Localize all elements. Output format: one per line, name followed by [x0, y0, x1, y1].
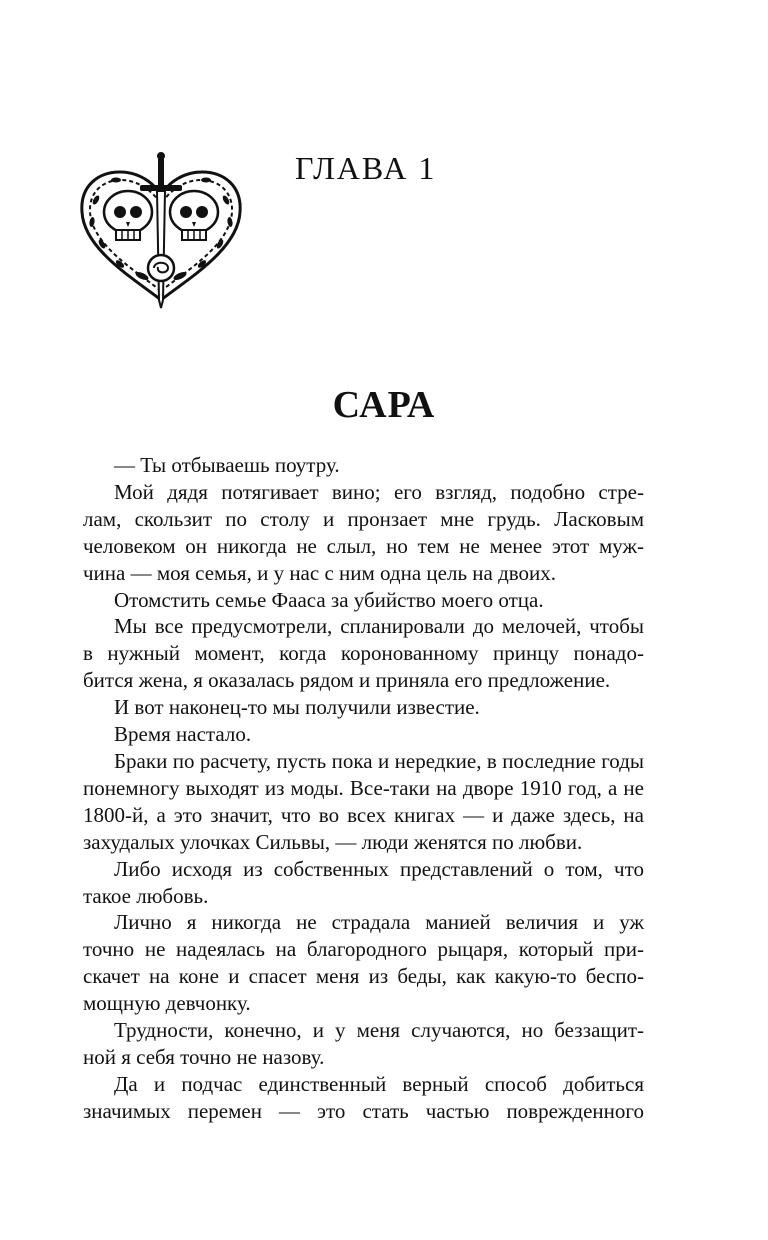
chapter-body-text: [83, 452, 644, 1125]
text-line: понемногу выходят из моды. Все-таки на дворе 1910 год, а не: [83, 775, 644, 800]
heart-skulls-dagger-icon: [76, 150, 246, 310]
text-line: Мой дядя потягивает вино; его взгляд, подобно стре-: [114, 479, 644, 504]
text-line: Лично я никогда не страдала манией величия и уж: [114, 910, 644, 935]
text-line: Отомстить семье Фааса за убийство моего отца.: [114, 587, 544, 612]
character-name-heading: САРА: [332, 384, 436, 426]
text-line: такое любовь.: [83, 883, 209, 908]
text-line: Браки по расчету, пусть пока и нередкие, в последние годы: [114, 748, 644, 773]
text-line: в нужный момент, когда коронованному принцу понадо-: [83, 641, 644, 666]
text-line: ной я себя точно не назову.: [83, 1044, 325, 1069]
text-line: Трудности, конечно, и у меня случаются, но беззащит-: [114, 1018, 644, 1043]
text-line: — Ты отбываешь поутру.: [114, 453, 340, 477]
text-line: захудалых улочках Сильвы, — люди женятся по любви.: [83, 829, 583, 854]
text-line: И вот наконец-то мы получили известие.: [114, 695, 480, 720]
text-line: точно не надеялась на благородного рыцаря, который при-: [83, 937, 644, 962]
text-line: Время настало.: [114, 722, 252, 747]
text-line: лам, скользит по столу и пронзает мне грудь. Ласковым: [83, 506, 644, 531]
text-line: бится жена, я оказалась рядом и приняла его предложение.: [83, 668, 611, 693]
text-line: значимых перемен — это стать частью поврежденного: [83, 1098, 644, 1123]
text-line: Да и подчас единственный верный способ добиться: [114, 1071, 644, 1096]
text-line: Либо исходя из собственных представлений о том, что: [114, 856, 644, 881]
text-line: скачет на коне и спасет меня из беды, как какую-то беспо-: [83, 964, 644, 989]
text-line: человеком он никогда не слыл, но тем не менее этот муж-: [83, 533, 644, 558]
text-line: 1800-й, а это значит, что во всех книгах — и даже здесь, на: [83, 802, 644, 827]
text-line: мощную девчонку.: [83, 991, 251, 1016]
text-line: чина — моя семья, и у нас с ним одна цель на двоих.: [83, 560, 557, 585]
chapter-title: ГЛАВА 1: [295, 150, 437, 186]
text-line: Мы все предусмотрели, спланировали до мелочей, чтобы: [114, 614, 644, 639]
